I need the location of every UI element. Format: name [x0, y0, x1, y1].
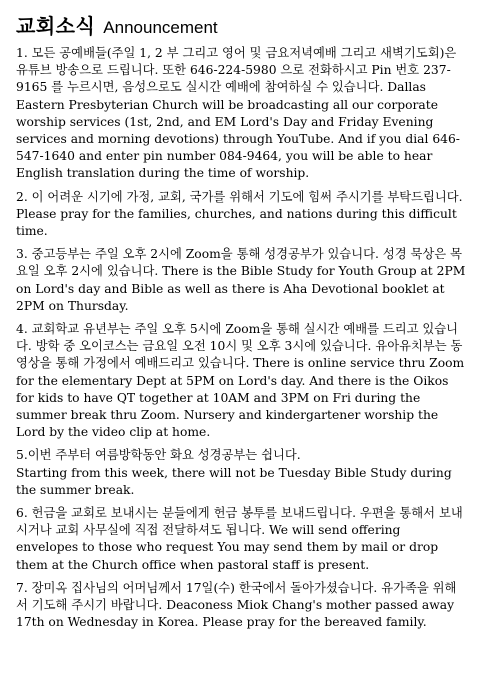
header	[16, 10, 466, 39]
announcement-item-1	[16, 45, 466, 183]
announcement-text-english: Starting from this week, there will not be Tuesday Bible Study during the summer break.	[16, 465, 452, 497]
announcement-text: 1. 모든 공예배들(주일 1, 2 부 그리고 영어 및 금요저녁예배 그리고 새벽기도회)은 유튜브 방송으로 드립니다. 또한 646-224-5980 으로 전화하시고 Pin 번호 237-9165 를 누르시면, 음성으로도 실시간 예배에 참여하실 수 있습니다. Dallas Eastern Presbyterian Church will be broadcasting all our corporate worship services (1st, 2nd, and EM Lord's Day and Friday Evening services and morning devotions) through YouTube. And if you dial 646-547-1640 and enter pin number 084-9464, you will be able to hear English translation during the time of worship.	[16, 46, 460, 181]
announcement-text: 6. 헌금을 교회로 보내시는 분들에게 헌금 봉투를 보내드립니다. 우편을 통해서 보내시거나 교회 사무실에 직접 전달하셔도 됩니다. We will send offering envelopes to those who request You may send them by mail or drop them at the Church office when pastoral staff is present.	[16, 506, 463, 572]
announcement-text: 5.이번 주부터 여름방학동안 화요 성경공부는 쉽니다.	[16, 448, 301, 463]
announcement-item-4	[16, 321, 466, 441]
announcement-text: 7. 장미옥 집사님의 어머님께서 17일(수) 한국에서 돌아가셨습니다. 유가족을 위해서 기도해 주시기 바랍니다. Deaconess Miok Chang's mother passed away 17th on Wednesday in Korea. Please pray for the bereaved family.	[16, 580, 457, 630]
announcement-item-3	[16, 246, 466, 315]
announcement-item-6	[16, 505, 466, 574]
announcement-text: 4. 교회학교 유년부는 주일 오후 5시에 Zoom을 통해 실시간 예배를 드리고 있습니다. 방학 중 오이코스는 금요일 오전 10시 및 오후 3시에 있습니다. 유아유치부는 동영상을 통해 가정에서 예배드리고 있습니다. There is online service thru Zoom for the elementary Dept at 5PM on Lord's day. And there is the Oikos for kids to have QT together at 10AM and 3PM on Fri during the summer break thru Zoom. Nursery and kindergartener worship the Lord by the video clip at home.	[16, 322, 465, 440]
announcement-text: 3. 중고등부는 주일 오후 2시에 Zoom을 통해 성경공부가 있습니다. 성경 묵상은 목요일 오후 2시에 있습니다. There is the Bible Study for Youth Group at 2PM on Lord's day and Bible as well as there is Aha Devotional booklet at 2PM on Thursday.	[16, 247, 466, 313]
announcement-item-2	[16, 189, 466, 241]
announcement-text: 2. 이 어려운 시기에 가정, 교회, 국가를 위해서 기도에 힘써 주시기를 부탁드립니다. Please pray for the families, churches, and nations during this difficult time.	[16, 189, 463, 239]
announcement-item-7	[16, 580, 466, 632]
announcement-item-5	[16, 447, 466, 499]
page-title-korean: 교회소식	[16, 14, 96, 38]
page-title-english: Announcement	[103, 18, 218, 37]
